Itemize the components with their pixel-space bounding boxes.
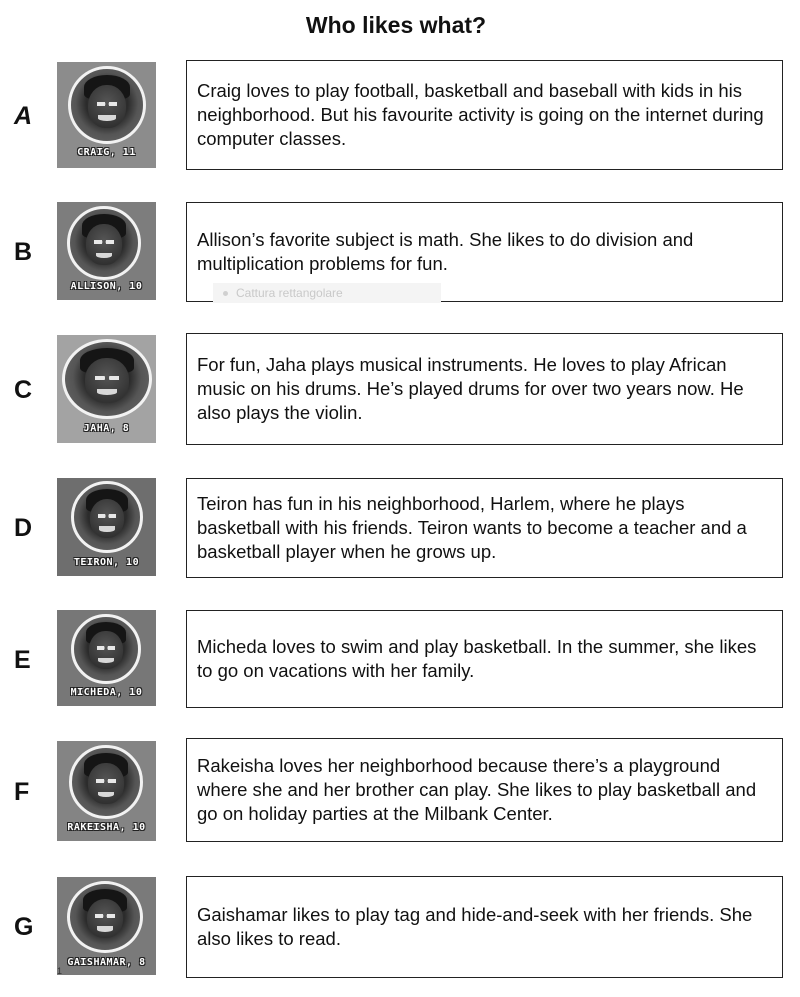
- description-text: Craig loves to play football, basketball and baseball with kids in his neighborhood. But his favourite activity is going on the internet during computer classes.: [197, 80, 764, 149]
- description-box: [186, 333, 783, 445]
- description-text: Allison’s favorite subject is math. She likes to do division and multiplication problems for fun.: [197, 229, 694, 274]
- photo-caption: GAISHAMAR, 8: [67, 957, 146, 968]
- description-box: [186, 876, 783, 978]
- description-text: Gaishamar likes to play tag and hide-and-seek with her friends. She also likes to read.: [197, 904, 753, 949]
- description-box: [186, 60, 783, 170]
- child-portrait: [67, 881, 143, 953]
- screen-capture-overlay: [213, 283, 441, 303]
- bullet-icon: [223, 291, 228, 296]
- description-box: [186, 610, 783, 708]
- description-text: Micheda loves to swim and play basketball. In the summer, she likes to go on vacations with her family.: [197, 636, 757, 681]
- photo-caption: ALLISON, 10: [70, 281, 143, 292]
- child-portrait: [67, 206, 141, 280]
- child-portrait: [69, 745, 143, 819]
- child-portrait: [71, 614, 141, 684]
- row-letter: A: [14, 102, 33, 130]
- child-photo: [57, 62, 156, 168]
- description-box: [186, 478, 783, 578]
- child-photo: [57, 610, 156, 706]
- page-title: Who likes what?: [305, 12, 487, 38]
- description-box: [186, 738, 783, 842]
- row-letter: C: [14, 376, 33, 404]
- child-photo: [57, 741, 156, 841]
- photo-caption: JAHA, 8: [83, 423, 130, 434]
- child-photo: [57, 202, 156, 300]
- photo-caption: CRAIG, 11: [77, 147, 136, 158]
- photo-caption: RAKEISHA, 10: [67, 822, 146, 833]
- row-letter: D: [14, 514, 33, 542]
- child-portrait: [71, 481, 143, 553]
- child-photo: [57, 335, 156, 443]
- row-letter: G: [14, 913, 34, 941]
- child-photo: [57, 877, 156, 975]
- row-letter: E: [14, 646, 31, 674]
- photo-caption: TEIRON, 10: [73, 557, 140, 568]
- row-letter: B: [14, 238, 33, 266]
- photo-caption: MICHEDA, 10: [70, 687, 143, 698]
- description-text: Teiron has fun in his neighborhood, Harlem, where he plays basketball with his friends. Teiron wants to become a teacher and a basketball player when he grows up.: [197, 493, 747, 562]
- description-text: For fun, Jaha plays musical instruments. He loves to play African music on his drums. He’s played drums for over two years now. He also plays the violin.: [197, 354, 744, 423]
- child-portrait: [62, 339, 152, 419]
- child-portrait: [68, 66, 146, 144]
- overlay-label: Cattura rettangolare: [236, 286, 343, 300]
- description-text: Rakeisha loves her neighborhood because there’s a playground where she and her brother can play. She likes to play basketball and go on holiday parties at the Milbank Center.: [197, 755, 757, 824]
- child-photo: [57, 478, 156, 576]
- row-letter: F: [14, 778, 30, 806]
- corner-mark: 1: [57, 966, 63, 976]
